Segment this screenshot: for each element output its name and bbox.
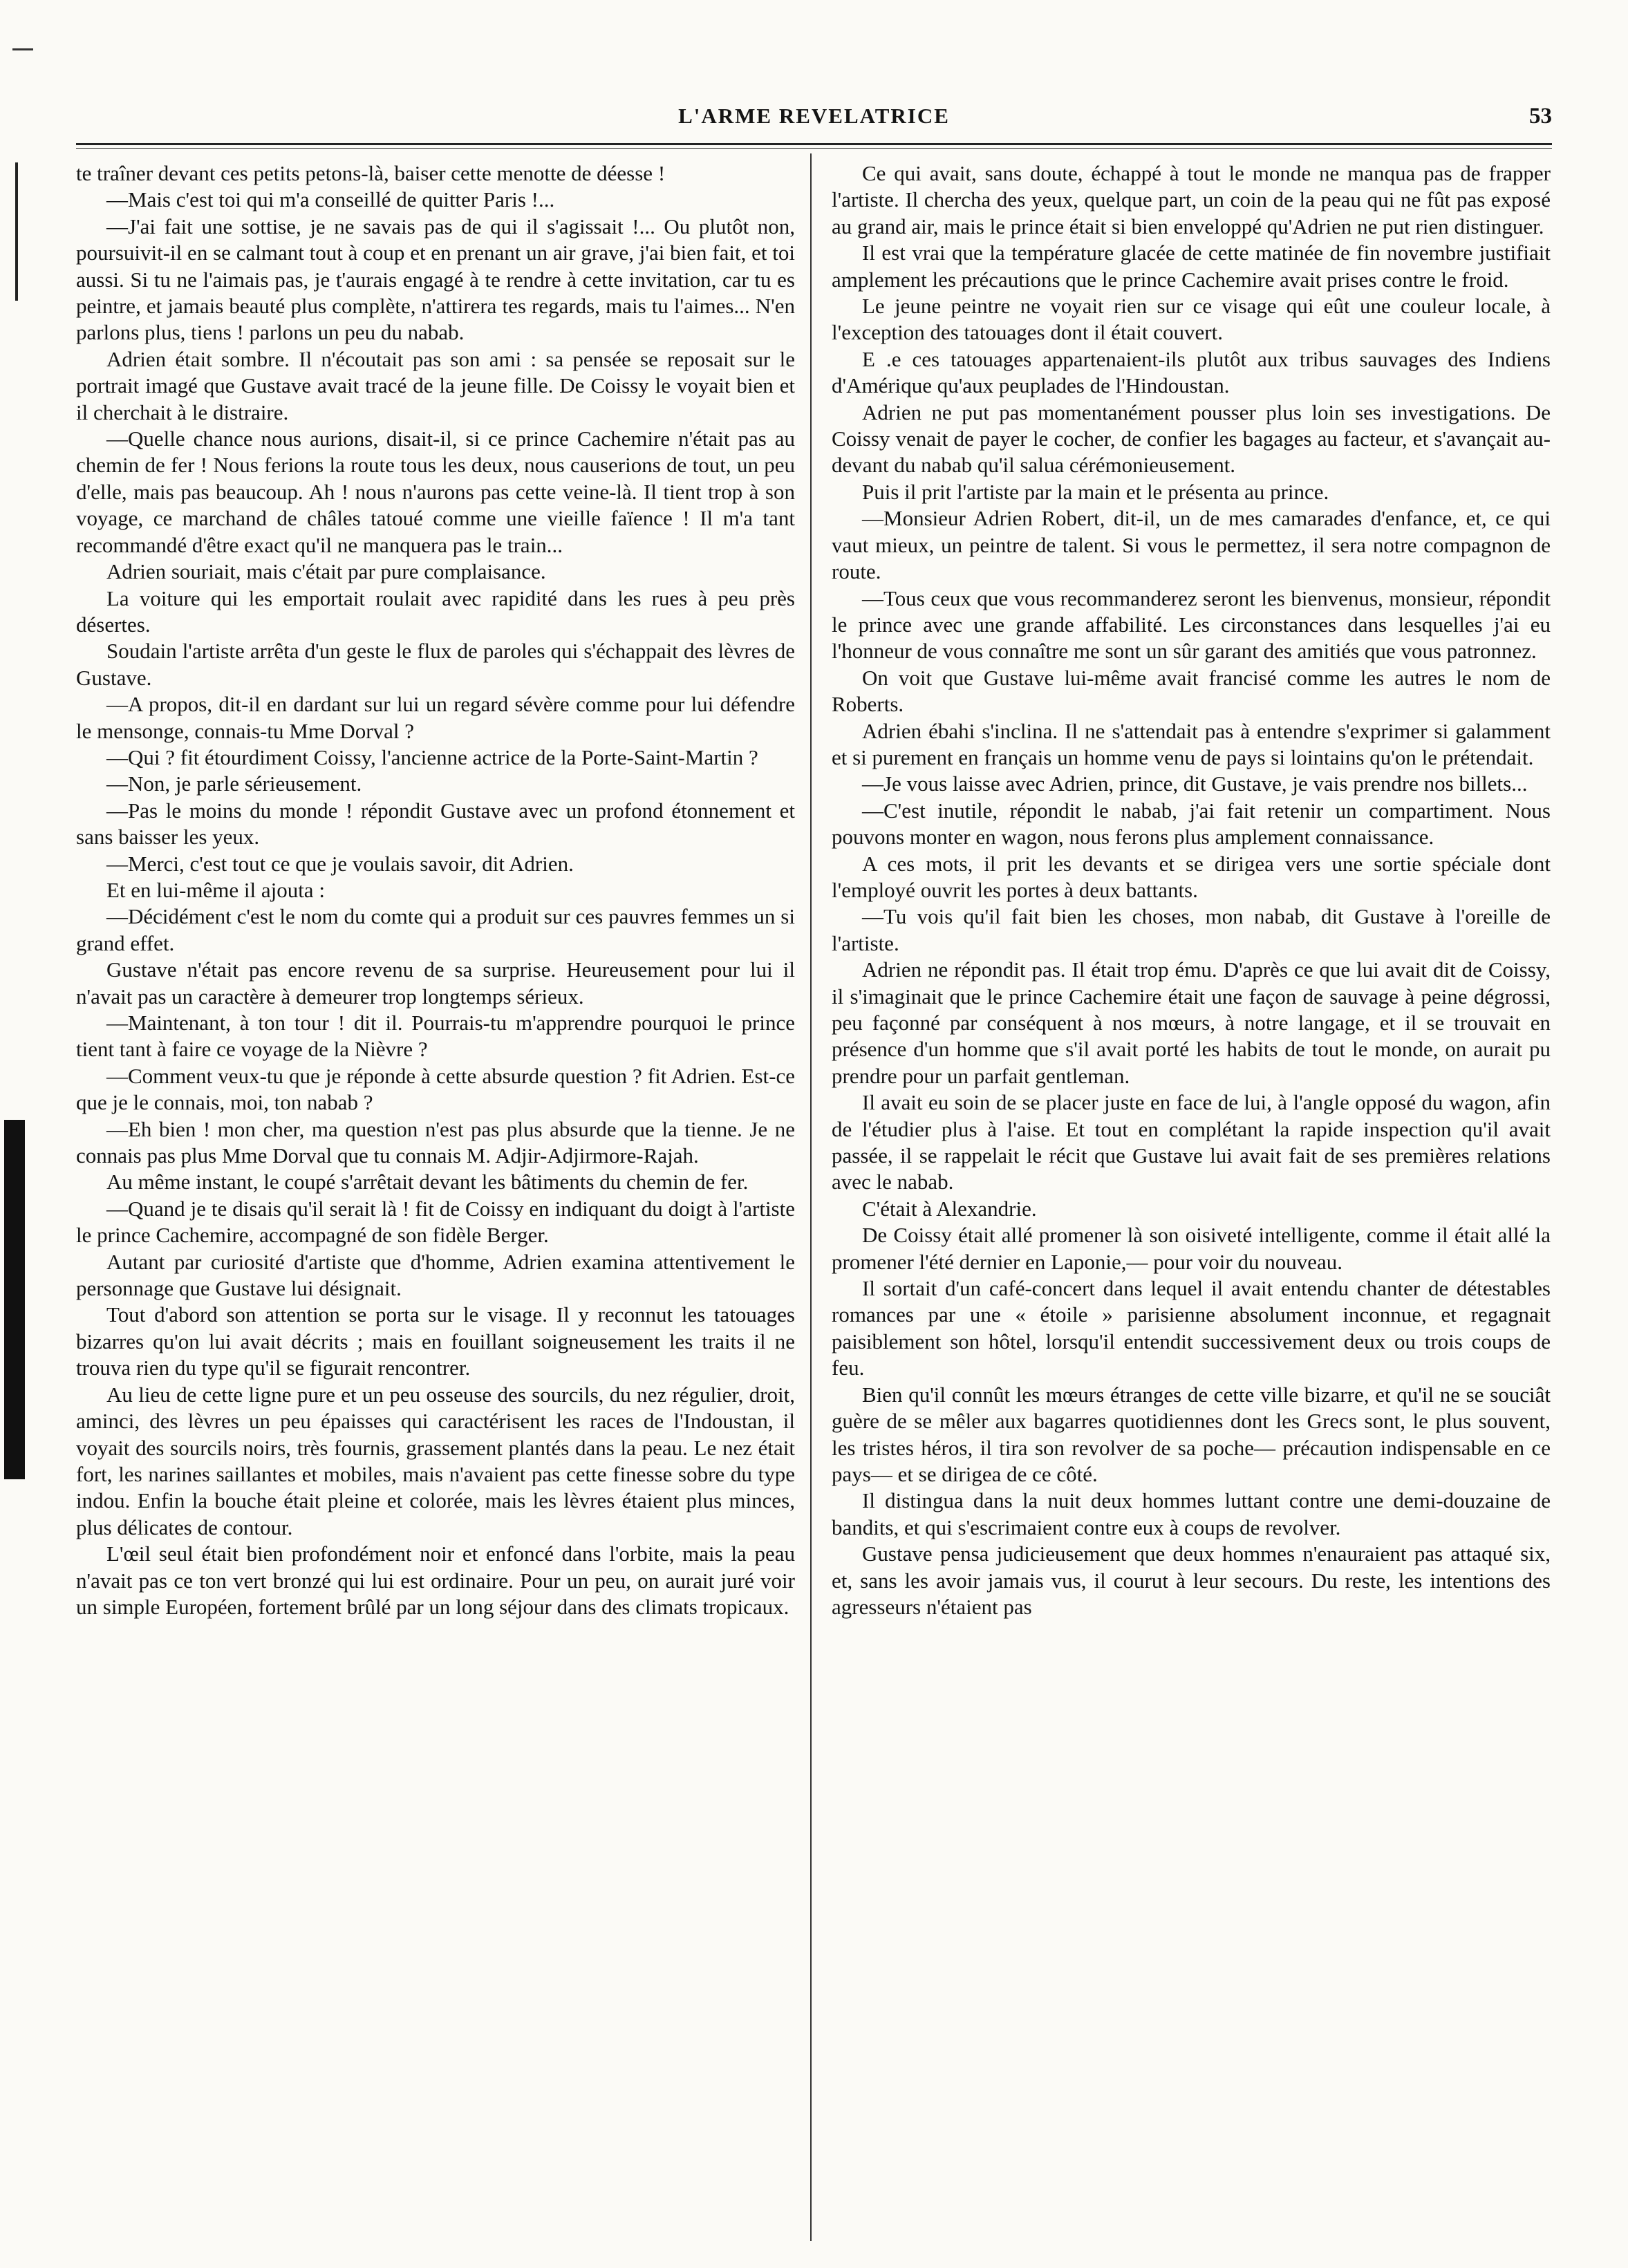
paragraph: —Tu vois qu'il fait bien les choses, mon nabab, dit Gustave à l'oreille de l'artiste. — [832, 904, 1551, 955]
paragraph: —Pas le moins du monde ! répondit Gustave avec un profond étonnement et sans baisser les yeux. — [76, 798, 795, 850]
paragraph: Gustave n'était pas encore revenu de sa surprise. Heureusement pour lui il n'avait pas un caractère à demeurer trop longtemps sérieux. — [76, 957, 795, 1009]
paragraph: —Monsieur Adrien Robert, dit-il, un de mes camarades d'enfance, et, ce qui vaut mieux, un peintre de talent. Si vous le permettez, il sera notre compagnon de route. — [832, 506, 1551, 584]
paragraph: —Qui ? fit étourdiment Coissy, l'ancienne actrice de la Porte-Saint-Martin ? — [106, 744, 758, 769]
paragraph: —Maintenant, à ton tour ! dit il. Pourrais-tu m'apprendre pourquoi le prince tient tant à faire ce voyage de la Nièvre ? — [76, 1011, 795, 1062]
paragraph: Bien qu'il connût les mœurs étranges de cette ville bizarre, et qu'il ne se souciât guère de se mêler aux bagarres quotidiennes dont les Grecs sont, le plus souvent, les tristes héros, il tira son revolver de sa poche— précaution indispensable en ce pays— et se dirigea de ce côté. — [832, 1382, 1551, 1486]
paragraph: —Quelle chance nous aurions, disait-il, si ce prince Cachemire n'était pas au chemin de fer ! Nous ferions la route tous les deux, nous causerions de tout, un peu d'elle, mais pas beaucoup. Ah ! nous n'aurons pas cette veine-là. Il tient trop à son voyage, ce marchand de châles tatoué comme une vieille faïence ! Il m'a tant recommandé d'être exact qu'il ne manquera pas le train... — [76, 427, 795, 557]
left-column — [76, 160, 795, 2234]
paragraph: Soudain l'artiste arrêta d'un geste le flux de paroles qui s'échappait des lèvres de Gustave. — [76, 639, 795, 690]
paragraph: Autant par curiosité d'artiste que d'homme, Adrien examina attentivement le personnage que Gustave lui désignait. — [76, 1249, 795, 1301]
paragraph: On voit que Gustave lui-même avait francisé comme les autres le nom de Roberts. — [832, 665, 1551, 717]
paragraph: Il sortait d'un café-concert dans lequel il avait entendu chanter de détestables romances par une « étoile » parisienne absolument inconnue, et regagnait paisiblement son hôtel, lorsqu'il entendit successivement deux ou trois coups de feu. — [832, 1276, 1551, 1380]
paragraph: La voiture qui les emportait roulait avec rapidité dans les rues à peu près désertes. — [76, 585, 795, 637]
paragraph: Gustave pensa judicieusement que deux hommes n'enauraient pas attaqué six, et, sans les avoir jamais vus, il courut à leur secours. Du reste, les intentions des agresseurs n'étaient pas — [832, 1541, 1551, 1619]
margin-mark — [15, 162, 18, 301]
paragraph: —Merci, c'est tout ce que je voulais savoir, dit Adrien. — [106, 851, 574, 876]
right-column — [832, 160, 1551, 2234]
running-header — [76, 104, 1552, 142]
paragraph: —Eh bien ! mon cher, ma question n'est pas plus absurde que la tienne. Je ne connais pas plus Mme Dorval que tu connais M. Adjir-Adjirmore-Rajah. — [76, 1116, 795, 1168]
paragraph: A ces mots, il prit les devants et se dirigea vers une sortie spéciale dont l'employé ouvrit les portes à deux battants. — [832, 851, 1551, 902]
paragraph: —C'est inutile, répondit le nabab, j'ai fait retenir un compartiment. Nous pouvons monter en wagon, nous ferons plus amplement connaissance. — [832, 798, 1551, 850]
paragraph: —Quand je te disais qu'il serait là ! fit de Coissy en indiquant du doigt à l'artiste le prince Cachemire, accompagné de son fidèle Berger. — [76, 1196, 795, 1248]
paragraph: C'était à Alexandrie. — [862, 1196, 1037, 1221]
paragraph: Il est vrai que la température glacée de cette matinée de fin novembre justifiait amplement les précautions que le prince Cachemire avait prises contre le froid. — [832, 241, 1551, 292]
paragraph: L'œil seul était bien profondément noir et enfoncé dans l'orbite, mais la peau n'avait pas ce ton vert bronzé qui lui est ordinaire. Pour un peu, on aurait juré voir un simple Européen, fortement brûlé par un long séjour dans des climats tropicaux. — [76, 1541, 795, 1619]
paragraph: Ce qui avait, sans doute, échappé à tout le monde ne manqua pas de frapper l'artiste. Il chercha des yeux, quelque part, un coin de la peau qui ne fût pas exposé au grand air, mais le prince était si bien enveloppé qu'Adrien ne put rien distinguer. — [832, 161, 1551, 238]
paragraph: —Mais c'est toi qui m'a conseillé de quitter Paris !... — [106, 187, 555, 212]
paragraph: Il distingua dans la nuit deux hommes luttant contre une demi-douzaine de bandits, et qui s'escrimaient contre eux à coups de revolver. — [832, 1488, 1551, 1539]
paragraph: Et en lui-même il ajouta : — [106, 877, 325, 902]
margin-bar — [4, 1120, 25, 1479]
header-rule-thin — [76, 148, 1552, 149]
paragraph: Au lieu de cette ligne pure et un peu osseuse des sourcils, du nez régulier, droit, aminci, des lèvres un peu épaisses qui caractérisent les races de l'Indoustan, il voyait des sourcils noirs, très fournis, grassement plantés dans la peau. Le nez était fort, les narines saillantes et mobiles, mais n'avaient pas cette finesse sobre du type indou. Enfin la bouche était pleine et colorée, mais les lèvres étaient plus minces, plus délicates de contour. — [76, 1382, 795, 1539]
paragraph: Adrien ne put pas momentanément pousser plus loin ses investigations. De Coissy venait de payer le cocher, de confier les bagages au facteur, et s'avançait au-devant du nabab qu'il salua cérémonieusement. — [832, 400, 1551, 478]
paragraph: —Tous ceux que vous recommanderez seront les bienvenus, monsieur, répondit le prince avec une grande affabilité. Les circonstances dans lesquelles j'ai eu l'honneur de vous connaître me sont un sûr garant des amitiés que vous patronnez. — [832, 585, 1551, 664]
column-divider — [810, 153, 812, 2241]
paragraph: te traîner devant ces petits petons-là, baiser cette menotte de déesse ! — [76, 161, 666, 185]
paragraph: Au même instant, le coupé s'arrêtait devant les bâtiments du chemin de fer. — [106, 1170, 749, 1194]
paragraph: —Comment veux-tu que je réponde à cette absurde question ? fit Adrien. Est-ce que je le connais, moi, ton nabab ? — [76, 1063, 795, 1115]
paragraph: Tout d'abord son attention se porta sur le visage. Il y reconnut les tatouages bizarres qu'on lui avait décrits ; mais en fouillant soigneusement les traits il ne trouva rien du type qu'il se figurait rencontrer. — [76, 1302, 795, 1380]
header-rule — [76, 143, 1552, 145]
paragraph: —J'ai fait une sottise, je ne savais pas de qui il s'agissait !... Ou plutôt non, poursuivit-il en se calmant tout à coup et en prenant un air grave, j'ai bien fait, et toi aussi. Si tu ne l'aimais pas, je t'aurais engagé à te rendre à cette invitation, car tu es peintre, et jamais beauté plus complète, n'attirera tes regards, mais tu l'aimes... N'en parlons plus, tiens ! parlons un peu du nabab. — [76, 214, 795, 345]
paragraph: Adrien ébahi s'inclina. Il ne s'attendait pas à entendre s'exprimer si galamment et si purement en français un homme venu de pays si lointains qu'on le prétendait. — [832, 718, 1551, 769]
paragraph: Adrien souriait, mais c'était par pure complaisance. — [106, 559, 546, 584]
paragraph: —Je vous laisse avec Adrien, prince, dit Gustave, je vais prendre nos billets... — [862, 771, 1528, 796]
running-title: L'ARME REVELATRICE — [678, 104, 950, 128]
margin-mark — [12, 48, 33, 50]
paragraph: Le jeune peintre ne voyait rien sur ce visage qui eût une couleur locale, à l'exception des tatouages dont il était couvert. — [832, 294, 1551, 345]
paragraph: De Coissy était allé promener là son oisiveté intelligente, comme il était allé la promener l'été dernier en Laponie,— pour voir du nouveau. — [832, 1223, 1551, 1274]
page-number: 53 — [1529, 104, 1552, 129]
paragraph: Adrien ne répondit pas. Il était trop ému. D'après ce que lui avait dit de Coissy, il s'imaginait que le prince Cachemire était une façon de sauvage à peine dégrossi, peu façonné par conséquent à nos mœurs, à notre langage, et il se trouvait en présence d'un homme que s'il avait porté les habits de tout le monde, on aurait pu prendre pour un parfait gentleman. — [832, 957, 1551, 1088]
paragraph: Puis il prit l'artiste par la main et le présenta au prince. — [862, 479, 1329, 504]
paragraph: —Non, je parle sérieusement. — [106, 771, 362, 796]
paragraph: Il avait eu soin de se placer juste en face de lui, à l'angle opposé du wagon, afin de l'étudier plus à l'aise. Et tout en complétant la rapide inspection qu'il avait passée, il se rappelait le récit que Gustave lui avait fait de ses premières relations avec le nabab. — [832, 1090, 1551, 1194]
paragraph: —Décidément c'est le nom du comte qui a produit sur ces pauvres femmes un si grand effet. — [76, 904, 795, 955]
paragraph: —A propos, dit-il en dardant sur lui un regard sévère comme pour lui défendre le mensonge, connais-tu Mme Dorval ? — [76, 692, 795, 743]
paragraph: Adrien était sombre. Il n'écoutait pas son ami : sa pensée se reposait sur le portrait imagé que Gustave avait tracé de la jeune fille. De Coissy le voyait bien et il cherchait à le distraire. — [76, 346, 795, 424]
paragraph: E .e ces tatouages appartenaient-ils plutôt aux tribus sauvages des Indiens d'Amérique qu'aux peuplades de l'Hindoustan. — [832, 346, 1551, 398]
